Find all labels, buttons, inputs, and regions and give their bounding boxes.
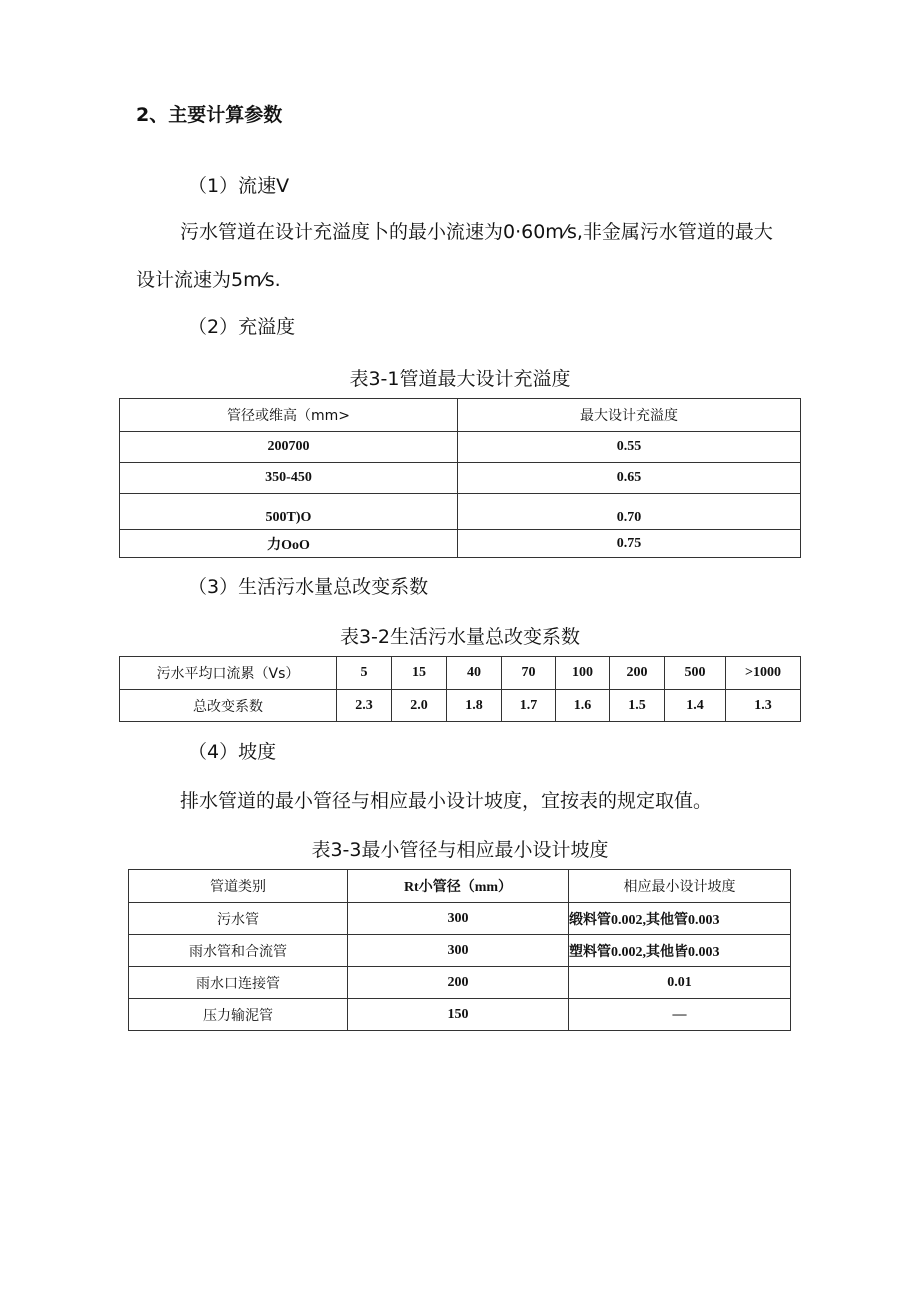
table-cell: 1.6 (556, 690, 610, 722)
table-cell: 300 (348, 935, 569, 967)
table-cell: 1.4 (665, 690, 726, 722)
table-cell: >1000 (726, 657, 801, 690)
table-header-cell: 管径或维高（mm> (120, 399, 458, 432)
table-row (120, 494, 801, 530)
table-header-row (129, 870, 791, 903)
table-cell: 500 (665, 657, 726, 690)
table-cell: 1.8 (447, 690, 502, 722)
table-cell: 压力输泥管 (129, 999, 348, 1031)
table-cell: 2.3 (337, 690, 392, 722)
table-cell: 40 (447, 657, 502, 690)
table-header-cell: 最大设计充溢度 (458, 399, 801, 432)
table-row (120, 432, 801, 463)
table-header-cell: 相应最小设计坡度 (569, 870, 791, 903)
table-header-row (120, 399, 801, 432)
table-row (120, 690, 801, 722)
table-cell: 500T)O (120, 494, 458, 530)
table-cell: 塑料管0.002,其他皆0.003 (569, 935, 791, 967)
table-cell: 150 (348, 999, 569, 1031)
table-cell: 350-450 (120, 463, 458, 494)
table-cell: 0.01 (569, 967, 791, 999)
table-row (120, 530, 801, 558)
slope-text: 排水管道的最小管径与相应最小设计坡度，宜按表的规定取值。 (180, 790, 713, 812)
slope-heading: （4）坡度 (188, 741, 277, 763)
table-cell: 200 (348, 967, 569, 999)
table-cell: 雨水口连接管 (129, 967, 348, 999)
table-cell: 力OoO (120, 530, 458, 558)
table-cell: 0.75 (458, 530, 801, 558)
table-row (129, 999, 791, 1031)
table-row-label: 总改变系数 (120, 690, 337, 722)
min-diameter-slope-table (128, 869, 791, 1031)
table3-caption: 表3-3最小管径与相应最小设计坡度 (311, 839, 609, 861)
table-cell: 1.7 (502, 690, 556, 722)
table-row (120, 463, 801, 494)
flow-velocity-text-line1: 污水管道在设计充溢度卜的最小流速为0·60m⁄s,非金属污水管道的最大 (180, 221, 773, 243)
table-cell: 100 (556, 657, 610, 690)
table-cell: 15 (392, 657, 447, 690)
section-title: 2、主要计算参数 (136, 104, 283, 126)
flow-velocity-heading: （1）流速V (188, 175, 290, 197)
variation-coef-table (119, 656, 801, 722)
table-row (129, 903, 791, 935)
fill-degree-heading: （2）充溢度 (188, 316, 296, 338)
table-cell: 1.5 (610, 690, 665, 722)
table-cell: 2.0 (392, 690, 447, 722)
table1-caption: 表3-1管道最大设计充溢度 (349, 368, 571, 390)
table-cell: 200700 (120, 432, 458, 463)
fill-degree-table (119, 398, 801, 558)
table-cell: 0.55 (458, 432, 801, 463)
table-cell: 200 (610, 657, 665, 690)
table-cell: 污水管 (129, 903, 348, 935)
table-cell: 5 (337, 657, 392, 690)
table-cell: 雨水管和合流管 (129, 935, 348, 967)
table-cell: 0.65 (458, 463, 801, 494)
variation-coef-heading: （3）生活污水量总改变系数 (188, 576, 429, 598)
table-header-cell: Rt小管径（mm） (348, 870, 569, 903)
table-cell: — (569, 999, 791, 1031)
table-cell: 70 (502, 657, 556, 690)
table2-caption: 表3-2生活污水量总改变系数 (339, 626, 581, 648)
table-cell: 300 (348, 903, 569, 935)
flow-velocity-text-line2: 设计流速为5m⁄s. (136, 269, 281, 291)
table-cell: 1.3 (726, 690, 801, 722)
table-row (129, 967, 791, 999)
table-row (129, 935, 791, 967)
table-cell: 0.70 (458, 494, 801, 530)
table-header-cell: 管道类别 (129, 870, 348, 903)
table-row (120, 657, 801, 690)
table-row-label: 污水平均口流累（Vs） (120, 657, 337, 690)
table-cell: 缎料管0.002,其他管0.003 (569, 903, 791, 935)
